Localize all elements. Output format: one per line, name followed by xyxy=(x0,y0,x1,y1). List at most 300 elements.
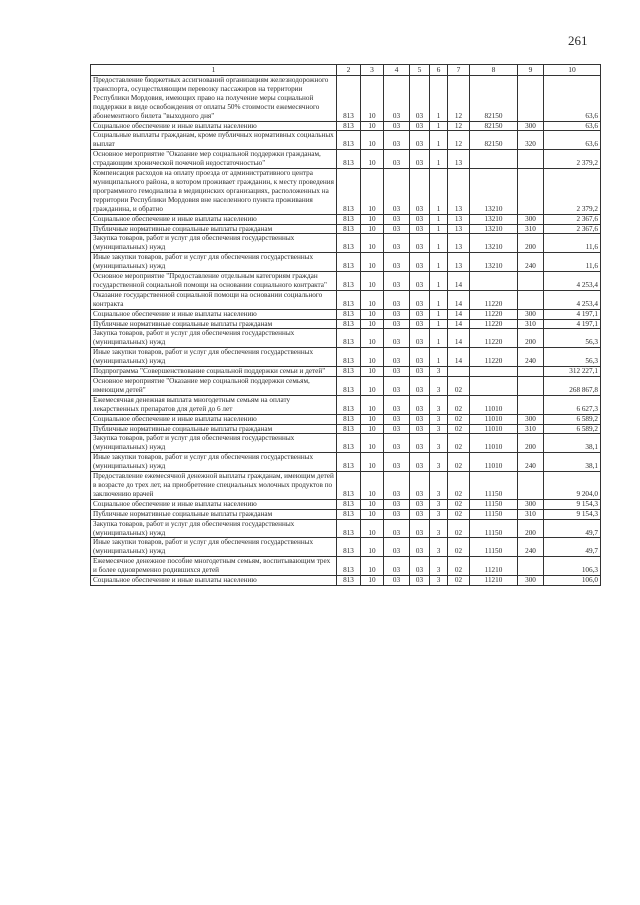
subsection-code: 03 xyxy=(384,453,410,472)
row-name: Основное мероприятие "Оказание мер социальной поддержки семьям, имеющим детей" xyxy=(91,377,337,396)
event-code xyxy=(448,367,470,377)
amount: 11,6 xyxy=(544,253,601,272)
section-code: 10 xyxy=(361,472,384,500)
subprogram-code: 1 xyxy=(430,150,448,169)
event-code: 02 xyxy=(448,509,470,519)
program-code: 03 xyxy=(410,414,430,424)
amount: 63,6 xyxy=(544,121,601,131)
expense-type-code xyxy=(518,150,544,169)
expense-type-code xyxy=(518,76,544,122)
direction-code: 11220 xyxy=(470,309,518,319)
header-row xyxy=(91,65,601,76)
ministry-code: 813 xyxy=(337,214,361,224)
column-header: 3 xyxy=(361,65,384,76)
subprogram-code: 1 xyxy=(430,76,448,122)
column-header: 4 xyxy=(384,65,410,76)
direction-code: 13210 xyxy=(470,253,518,272)
section-code: 10 xyxy=(361,121,384,131)
subprogram-code: 1 xyxy=(430,319,448,329)
expense-type-code xyxy=(518,377,544,396)
subprogram-code: 3 xyxy=(430,472,448,500)
table-row xyxy=(91,150,601,169)
amount: 49,7 xyxy=(544,538,601,557)
amount: 4 253,4 xyxy=(544,272,601,291)
table-row xyxy=(91,309,601,319)
program-code: 03 xyxy=(410,576,430,586)
subprogram-code: 3 xyxy=(430,377,448,396)
event-code: 02 xyxy=(448,557,470,576)
expense-type-code xyxy=(518,472,544,500)
expense-type-code: 300 xyxy=(518,576,544,586)
ministry-code: 813 xyxy=(337,499,361,509)
event-code: 14 xyxy=(448,309,470,319)
table-row xyxy=(91,472,601,500)
subsection-code: 03 xyxy=(384,367,410,377)
section-code: 10 xyxy=(361,309,384,319)
direction-code xyxy=(470,272,518,291)
event-code: 13 xyxy=(448,253,470,272)
subprogram-code: 3 xyxy=(430,395,448,414)
subsection-code: 03 xyxy=(384,499,410,509)
subsection-code: 03 xyxy=(384,557,410,576)
event-code: 14 xyxy=(448,319,470,329)
subprogram-code: 1 xyxy=(430,214,448,224)
subprogram-code: 3 xyxy=(430,557,448,576)
expense-type-code: 300 xyxy=(518,414,544,424)
expense-type-code: 320 xyxy=(518,131,544,150)
row-name: Публичные нормативные социальные выплаты гражданам xyxy=(91,224,337,234)
direction-code: 11220 xyxy=(470,329,518,348)
subsection-code: 03 xyxy=(384,290,410,309)
direction-code xyxy=(470,150,518,169)
table-row xyxy=(91,319,601,329)
program-code: 03 xyxy=(410,434,430,453)
row-name: Социальное обеспечение и иные выплаты населению xyxy=(91,121,337,131)
row-name: Предоставление ежемесячной денежной выплаты гражданам, имеющим детей в возрасте до трех лет, на приобретение специальных молочных продуктов по заключению врачей xyxy=(91,472,337,500)
row-name: Публичные нормативные социальные выплаты гражданам xyxy=(91,509,337,519)
ministry-code: 813 xyxy=(337,319,361,329)
program-code: 03 xyxy=(410,377,430,396)
amount: 9 154,3 xyxy=(544,499,601,509)
subsection-code: 03 xyxy=(384,538,410,557)
ministry-code: 813 xyxy=(337,414,361,424)
row-name: Социальное обеспечение и иные выплаты населению xyxy=(91,414,337,424)
row-name: Социальное обеспечение и иные выплаты населению xyxy=(91,309,337,319)
ministry-code: 813 xyxy=(337,224,361,234)
section-code: 10 xyxy=(361,253,384,272)
expense-type-code xyxy=(518,290,544,309)
amount: 63,6 xyxy=(544,131,601,150)
subsection-code: 03 xyxy=(384,150,410,169)
subsection-code: 03 xyxy=(384,424,410,434)
event-code: 13 xyxy=(448,214,470,224)
subprogram-code: 3 xyxy=(430,509,448,519)
column-header: 10 xyxy=(544,65,601,76)
program-code: 03 xyxy=(410,499,430,509)
subprogram-code: 3 xyxy=(430,414,448,424)
event-code: 14 xyxy=(448,272,470,291)
section-code: 10 xyxy=(361,557,384,576)
program-code: 03 xyxy=(410,348,430,367)
expense-type-code: 200 xyxy=(518,329,544,348)
section-code: 10 xyxy=(361,453,384,472)
event-code: 12 xyxy=(448,131,470,150)
expense-type-code xyxy=(518,395,544,414)
program-code: 03 xyxy=(410,453,430,472)
subprogram-code: 1 xyxy=(430,131,448,150)
section-code: 10 xyxy=(361,224,384,234)
table-row xyxy=(91,395,601,414)
program-code: 03 xyxy=(410,519,430,538)
direction-code: 11220 xyxy=(470,319,518,329)
amount: 2 379,2 xyxy=(544,169,601,215)
event-code: 02 xyxy=(448,538,470,557)
column-header: 6 xyxy=(430,65,448,76)
program-code: 03 xyxy=(410,234,430,253)
amount: 106,0 xyxy=(544,576,601,586)
table-row xyxy=(91,367,601,377)
table-row xyxy=(91,214,601,224)
row-name: Ежемесячная денежная выплата многодетным семьям на оплату лекарственных препаратов для детей до 6 лет xyxy=(91,395,337,414)
expense-type-code: 300 xyxy=(518,309,544,319)
subprogram-code: 3 xyxy=(430,424,448,434)
amount: 6 627,3 xyxy=(544,395,601,414)
row-name: Социальное обеспечение и иные выплаты населению xyxy=(91,576,337,586)
ministry-code: 813 xyxy=(337,424,361,434)
program-code: 03 xyxy=(410,150,430,169)
program-code: 03 xyxy=(410,309,430,319)
subsection-code: 03 xyxy=(384,472,410,500)
budget-table xyxy=(90,64,601,586)
amount: 6 589,2 xyxy=(544,424,601,434)
ministry-code: 813 xyxy=(337,234,361,253)
ministry-code: 813 xyxy=(337,509,361,519)
section-code: 10 xyxy=(361,290,384,309)
subprogram-code: 3 xyxy=(430,576,448,586)
event-code: 02 xyxy=(448,377,470,396)
ministry-code: 813 xyxy=(337,576,361,586)
amount: 4 197,1 xyxy=(544,309,601,319)
expense-type-code: 300 xyxy=(518,121,544,131)
table-row xyxy=(91,329,601,348)
expense-type-code: 300 xyxy=(518,214,544,224)
table-row xyxy=(91,224,601,234)
expense-type-code: 240 xyxy=(518,538,544,557)
section-code: 10 xyxy=(361,150,384,169)
direction-code: 11010 xyxy=(470,424,518,434)
event-code: 14 xyxy=(448,290,470,309)
section-code: 10 xyxy=(361,395,384,414)
program-code: 03 xyxy=(410,290,430,309)
direction-code: 13210 xyxy=(470,169,518,215)
event-code: 13 xyxy=(448,169,470,215)
subprogram-code: 3 xyxy=(430,499,448,509)
subsection-code: 03 xyxy=(384,348,410,367)
row-name: Публичные нормативные социальные выплаты гражданам xyxy=(91,424,337,434)
subprogram-code: 1 xyxy=(430,234,448,253)
event-code: 02 xyxy=(448,414,470,424)
ministry-code: 813 xyxy=(337,472,361,500)
section-code: 10 xyxy=(361,234,384,253)
direction-code: 11150 xyxy=(470,509,518,519)
expense-type-code: 310 xyxy=(518,224,544,234)
direction-code: 11150 xyxy=(470,538,518,557)
expense-type-code: 240 xyxy=(518,453,544,472)
row-name: Иные закупки товаров, работ и услуг для обеспечения государственных (муниципальных) нужд xyxy=(91,453,337,472)
ministry-code: 813 xyxy=(337,377,361,396)
program-code: 03 xyxy=(410,272,430,291)
direction-code: 13210 xyxy=(470,214,518,224)
row-name: Подпрограмма "Совершенствование социальной поддержки семьи и детей" xyxy=(91,367,337,377)
row-name: Социальное обеспечение и иные выплаты населению xyxy=(91,214,337,224)
ministry-code: 813 xyxy=(337,367,361,377)
direction-code xyxy=(470,377,518,396)
program-code: 03 xyxy=(410,121,430,131)
ministry-code: 813 xyxy=(337,519,361,538)
event-code: 02 xyxy=(448,472,470,500)
direction-code: 11150 xyxy=(470,499,518,509)
section-code: 10 xyxy=(361,509,384,519)
subprogram-code: 1 xyxy=(430,309,448,319)
direction-code: 13210 xyxy=(470,234,518,253)
direction-code xyxy=(470,367,518,377)
amount: 4 197,1 xyxy=(544,319,601,329)
table-row xyxy=(91,272,601,291)
event-code: 14 xyxy=(448,329,470,348)
ministry-code: 813 xyxy=(337,131,361,150)
event-code: 13 xyxy=(448,224,470,234)
row-name: Закупка товаров, работ и услуг для обеспечения государственных (муниципальных) нужд xyxy=(91,434,337,453)
column-header: 7 xyxy=(448,65,470,76)
event-code: 02 xyxy=(448,434,470,453)
row-name: Иные закупки товаров, работ и услуг для обеспечения государственных (муниципальных) нужд xyxy=(91,348,337,367)
section-code: 10 xyxy=(361,131,384,150)
ministry-code: 813 xyxy=(337,309,361,319)
table-body xyxy=(91,76,601,586)
subprogram-code: 3 xyxy=(430,367,448,377)
section-code: 10 xyxy=(361,434,384,453)
subsection-code: 03 xyxy=(384,121,410,131)
row-name: Иные закупки товаров, работ и услуг для обеспечения государственных (муниципальных) нужд xyxy=(91,538,337,557)
amount: 9 204,0 xyxy=(544,472,601,500)
direction-code: 82150 xyxy=(470,76,518,122)
event-code: 14 xyxy=(448,348,470,367)
amount: 106,3 xyxy=(544,557,601,576)
column-header: 1 xyxy=(91,65,337,76)
section-code: 10 xyxy=(361,319,384,329)
amount: 56,3 xyxy=(544,329,601,348)
table-row xyxy=(91,169,601,215)
amount: 2 367,6 xyxy=(544,224,601,234)
ministry-code: 813 xyxy=(337,329,361,348)
page-number: 261 xyxy=(568,33,588,48)
subsection-code: 03 xyxy=(384,224,410,234)
direction-code: 11150 xyxy=(470,472,518,500)
row-name: Закупка товаров, работ и услуг для обеспечения государственных (муниципальных) нужд xyxy=(91,234,337,253)
expense-type-code: 200 xyxy=(518,519,544,538)
subprogram-code: 1 xyxy=(430,169,448,215)
table-row xyxy=(91,519,601,538)
subsection-code: 03 xyxy=(384,253,410,272)
table-row xyxy=(91,348,601,367)
amount: 38,1 xyxy=(544,453,601,472)
ministry-code: 813 xyxy=(337,253,361,272)
subsection-code: 03 xyxy=(384,309,410,319)
program-code: 03 xyxy=(410,557,430,576)
ministry-code: 813 xyxy=(337,290,361,309)
ministry-code: 813 xyxy=(337,434,361,453)
subsection-code: 03 xyxy=(384,272,410,291)
program-code: 03 xyxy=(410,169,430,215)
subprogram-code: 1 xyxy=(430,329,448,348)
row-name: Публичные нормативные социальные выплаты гражданам xyxy=(91,319,337,329)
expense-type-code: 310 xyxy=(518,424,544,434)
direction-code: 13210 xyxy=(470,224,518,234)
expense-type-code xyxy=(518,557,544,576)
direction-code: 11220 xyxy=(470,290,518,309)
amount: 9 154,3 xyxy=(544,509,601,519)
section-code: 10 xyxy=(361,329,384,348)
table-row xyxy=(91,121,601,131)
subprogram-code: 3 xyxy=(430,453,448,472)
amount: 49,7 xyxy=(544,519,601,538)
subsection-code: 03 xyxy=(384,169,410,215)
expense-type-code: 240 xyxy=(518,253,544,272)
column-header: 9 xyxy=(518,65,544,76)
subprogram-code: 3 xyxy=(430,519,448,538)
program-code: 03 xyxy=(410,367,430,377)
subsection-code: 03 xyxy=(384,414,410,424)
subprogram-code: 3 xyxy=(430,434,448,453)
event-code: 02 xyxy=(448,424,470,434)
expense-type-code: 200 xyxy=(518,434,544,453)
ministry-code: 813 xyxy=(337,76,361,122)
table-row xyxy=(91,234,601,253)
program-code: 03 xyxy=(410,224,430,234)
ministry-code: 813 xyxy=(337,348,361,367)
program-code: 03 xyxy=(410,131,430,150)
amount: 312 227,1 xyxy=(544,367,601,377)
ministry-code: 813 xyxy=(337,121,361,131)
section-code: 10 xyxy=(361,272,384,291)
amount: 56,3 xyxy=(544,348,601,367)
expense-type-code: 240 xyxy=(518,348,544,367)
program-code: 03 xyxy=(410,76,430,122)
program-code: 03 xyxy=(410,538,430,557)
section-code: 10 xyxy=(361,519,384,538)
subsection-code: 03 xyxy=(384,319,410,329)
event-code: 13 xyxy=(448,150,470,169)
table-row xyxy=(91,131,601,150)
column-header: 2 xyxy=(337,65,361,76)
table-row xyxy=(91,576,601,586)
direction-code: 11210 xyxy=(470,576,518,586)
subsection-code: 03 xyxy=(384,509,410,519)
row-name: Ежемесячное денежное пособие многодетным семьям, воспитывающим трех и более одновременно родившихся детей xyxy=(91,557,337,576)
amount: 2 379,2 xyxy=(544,150,601,169)
section-code: 10 xyxy=(361,576,384,586)
column-header: 5 xyxy=(410,65,430,76)
section-code: 10 xyxy=(361,414,384,424)
expense-type-code: 200 xyxy=(518,234,544,253)
event-code: 02 xyxy=(448,453,470,472)
section-code: 10 xyxy=(361,169,384,215)
amount: 11,6 xyxy=(544,234,601,253)
subsection-code: 03 xyxy=(384,131,410,150)
table-row xyxy=(91,434,601,453)
amount: 2 367,6 xyxy=(544,214,601,224)
ministry-code: 813 xyxy=(337,272,361,291)
program-code: 03 xyxy=(410,395,430,414)
subsection-code: 03 xyxy=(384,76,410,122)
direction-code: 11010 xyxy=(470,434,518,453)
event-code: 13 xyxy=(448,234,470,253)
section-code: 10 xyxy=(361,538,384,557)
table-row xyxy=(91,453,601,472)
program-code: 03 xyxy=(410,509,430,519)
expense-type-code: 310 xyxy=(518,319,544,329)
subprogram-code: 1 xyxy=(430,290,448,309)
subsection-code: 03 xyxy=(384,519,410,538)
subprogram-code: 1 xyxy=(430,253,448,272)
section-code: 10 xyxy=(361,214,384,224)
subprogram-code: 1 xyxy=(430,224,448,234)
section-code: 10 xyxy=(361,367,384,377)
subprogram-code: 1 xyxy=(430,348,448,367)
subsection-code: 03 xyxy=(384,377,410,396)
table-row xyxy=(91,290,601,309)
subprogram-code: 3 xyxy=(430,538,448,557)
event-code: 02 xyxy=(448,519,470,538)
row-name: Иные закупки товаров, работ и услуг для обеспечения государственных (муниципальных) нужд xyxy=(91,253,337,272)
subsection-code: 03 xyxy=(384,576,410,586)
direction-code: 11220 xyxy=(470,348,518,367)
section-code: 10 xyxy=(361,348,384,367)
row-name: Основное мероприятие "Предоставление отдельным категориям граждан государственной социальной помощи на основании социального контракта" xyxy=(91,272,337,291)
amount: 38,1 xyxy=(544,434,601,453)
section-code: 10 xyxy=(361,499,384,509)
section-code: 10 xyxy=(361,424,384,434)
subsection-code: 03 xyxy=(384,214,410,224)
event-code: 02 xyxy=(448,395,470,414)
direction-code: 11010 xyxy=(470,453,518,472)
table-row xyxy=(91,538,601,557)
direction-code: 11210 xyxy=(470,557,518,576)
row-name: Оказание государственной социальной помощи на основании социального контракта xyxy=(91,290,337,309)
section-code: 10 xyxy=(361,377,384,396)
expense-type-code: 310 xyxy=(518,509,544,519)
subprogram-code: 1 xyxy=(430,272,448,291)
expense-type-code xyxy=(518,169,544,215)
event-code: 12 xyxy=(448,76,470,122)
expense-type-code: 300 xyxy=(518,499,544,509)
subsection-code: 03 xyxy=(384,434,410,453)
ministry-code: 813 xyxy=(337,150,361,169)
row-name: Закупка товаров, работ и услуг для обеспечения государственных (муниципальных) нужд xyxy=(91,329,337,348)
program-code: 03 xyxy=(410,329,430,348)
amount: 6 589,2 xyxy=(544,414,601,424)
column-header: 8 xyxy=(470,65,518,76)
expense-type-code xyxy=(518,272,544,291)
row-name: Социальные выплаты гражданам, кроме публичных нормативных социальных выплат xyxy=(91,131,337,150)
direction-code: 11010 xyxy=(470,414,518,424)
expense-type-code xyxy=(518,367,544,377)
section-code: 10 xyxy=(361,76,384,122)
subsection-code: 03 xyxy=(384,234,410,253)
subsection-code: 03 xyxy=(384,329,410,348)
table-row xyxy=(91,377,601,396)
direction-code: 82150 xyxy=(470,121,518,131)
